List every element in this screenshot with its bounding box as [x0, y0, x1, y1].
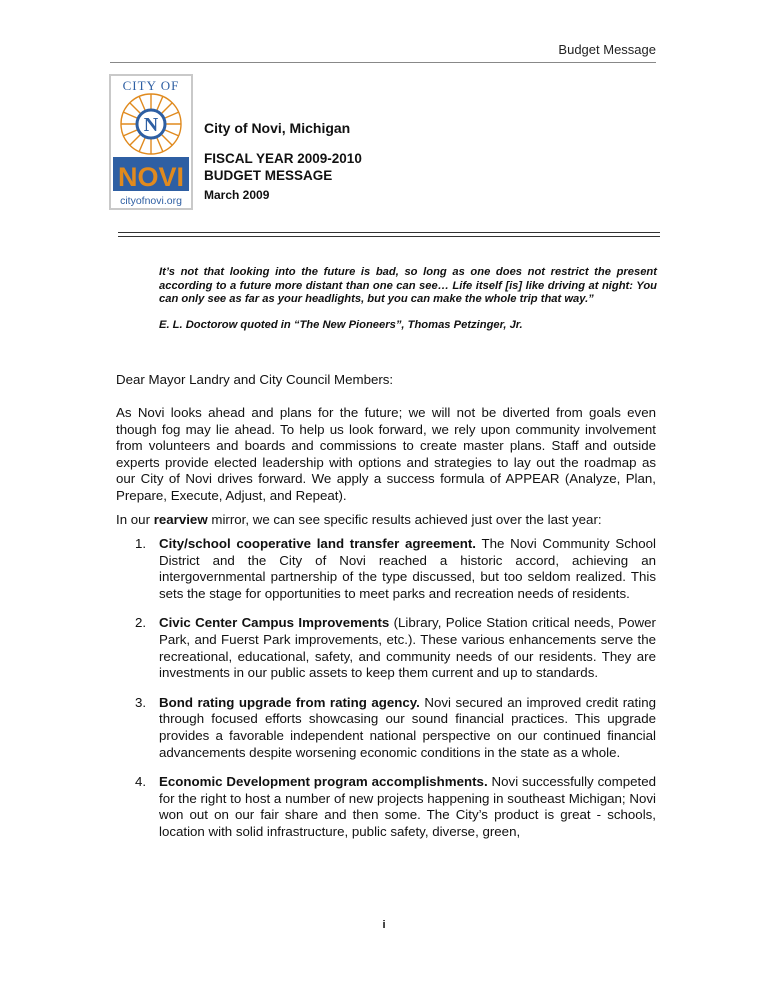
logo-url: cityofnovi.org — [120, 195, 182, 207]
running-header: Budget Message — [110, 42, 656, 63]
list-item — [116, 615, 656, 681]
salutation: Dear Mayor Landry and City Council Members: — [116, 372, 394, 387]
title-block — [204, 120, 362, 202]
list-item — [116, 536, 656, 602]
item-text: Novi secured an improved credit rating through focused efforts showcasing our sound financial practices. This upgrade provides a favorable independent national perspective on our continued financial advancements despite worsening economic conditions in the state as a whole. — [159, 694, 656, 760]
item-title: Bond rating upgrade from rating agency. — [159, 694, 420, 710]
list-item — [116, 774, 656, 840]
divider-rule-2 — [118, 236, 660, 237]
item-title: City/school cooperative land transfer agreement. — [159, 536, 476, 551]
list-item — [116, 695, 656, 761]
divider-rule-1 — [118, 232, 660, 233]
intro-paragraph: As Novi looks ahead and plans for the future; we will not be diverted from goals even though fog may lie ahead. To help us look forward, we rely upon community involvement from volunteers and boards and commissions to create master plans. Staff and outside experts provide elected leadership with options and strategies to lay out the roadmap as our City of Novi drives forward. We apply a success formula of APPEAR (Analyze, Plan, Prepare, Execute, Adjust, and Repeat). — [116, 405, 656, 503]
city-name: City of Novi, Michigan — [204, 120, 351, 136]
item-number: 1. — [135, 536, 147, 551]
item-number: 4. — [135, 774, 147, 790]
document-date: March 2009 — [204, 188, 270, 202]
item-text: The Novi Community School District and the City of Novi reached a historic accord, achieving an intergovernmental partnership of the type discussed, but too seldom realized. This sets the stage for opportunities to meet parks and recreation needs of residents. — [159, 536, 656, 601]
logo-monogram: N — [143, 114, 159, 136]
item-number: 2. — [135, 615, 147, 631]
item-title: Civic Center Campus Improvements — [159, 615, 390, 631]
item-number: 3. — [135, 694, 147, 710]
item-text: (Library, Police Station critical needs, Power Park, and Fuerst Park improvements, etc.). These various enhancements serve the recreational, educational, safety, and community needs of our residents. They are investments in our public assets to keep them current and up to standards. — [159, 615, 656, 681]
fiscal-year: FISCAL YEAR 2009-2010 — [204, 151, 362, 166]
logo-novi-word: NOVI — [117, 162, 185, 192]
epigraph-quote: It’s not that looking into the future is bad, so long as one does not restrict the present according to a future more distant than one can see… Life itself [is] like driving at night: You can only see as far as your headlights, but you can make the whole trip that way.” — [159, 266, 657, 306]
logo-city-of: CITY OF — [122, 78, 180, 93]
item-text: Novi successfully competed for the right to host a number of new projects happening in southeast Michigan; Novi won out on our fair share and then some. The City’s product is great - schools, location with solid infrastructure, public safety, diverse, green, — [159, 774, 656, 839]
achievements-list — [116, 536, 656, 854]
page-number: i — [382, 919, 386, 931]
epigraph-attribution: E. L. Doctorow quoted in “The New Pioneers”, Thomas Petzinger, Jr. — [159, 319, 523, 331]
rearview-paragraph: In our rearview mirror, we can see specific results achieved just over the last year: — [116, 512, 602, 527]
rearview-emphasis: rearview — [153, 512, 208, 527]
city-logo — [109, 74, 193, 210]
document-title: BUDGET MESSAGE — [204, 168, 333, 183]
item-title: Economic Development program accomplishments. — [159, 774, 488, 790]
